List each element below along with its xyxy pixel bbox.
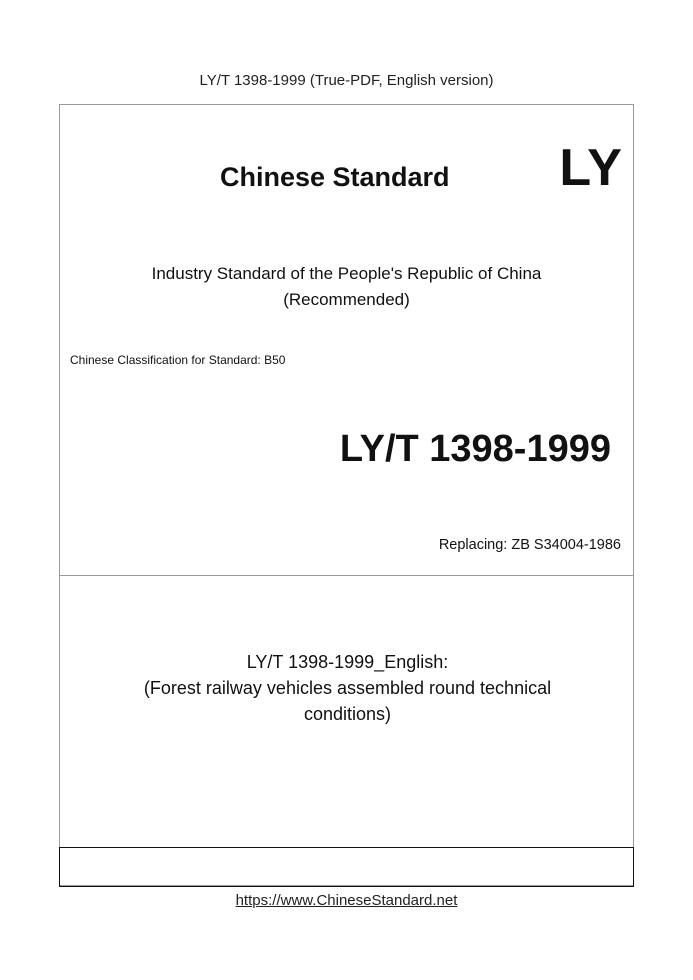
description-line-1: LY/T 1398-1999_English: <box>246 652 449 672</box>
classification-label: Chinese Classification for Standard: B50 <box>70 353 286 367</box>
standard-title: Chinese Standard <box>220 162 450 192</box>
bottom-empty-box <box>59 847 634 887</box>
industry-code-mark: LY <box>559 139 623 197</box>
industry-line-1: Industry Standard of the People's Republic of China <box>151 264 542 283</box>
industry-line-2: (Recommended) <box>283 290 410 309</box>
description-line-3: conditions) <box>303 704 392 724</box>
description-line-2: (Forest railway vehicles assembled round technical <box>143 678 552 698</box>
section-divider <box>60 575 633 576</box>
industry-statement <box>60 261 633 313</box>
standard-description <box>90 649 605 727</box>
page-header-caption: LY/T 1398-1999 (True-PDF, English version) <box>199 72 494 89</box>
cover-frame <box>59 104 634 886</box>
replacing-note: Replacing: ZB S34004-1986 <box>438 537 621 553</box>
standard-number: LY/T 1398-1999 <box>339 428 611 470</box>
website-link[interactable]: https://www.ChineseStandard.net <box>235 892 458 909</box>
